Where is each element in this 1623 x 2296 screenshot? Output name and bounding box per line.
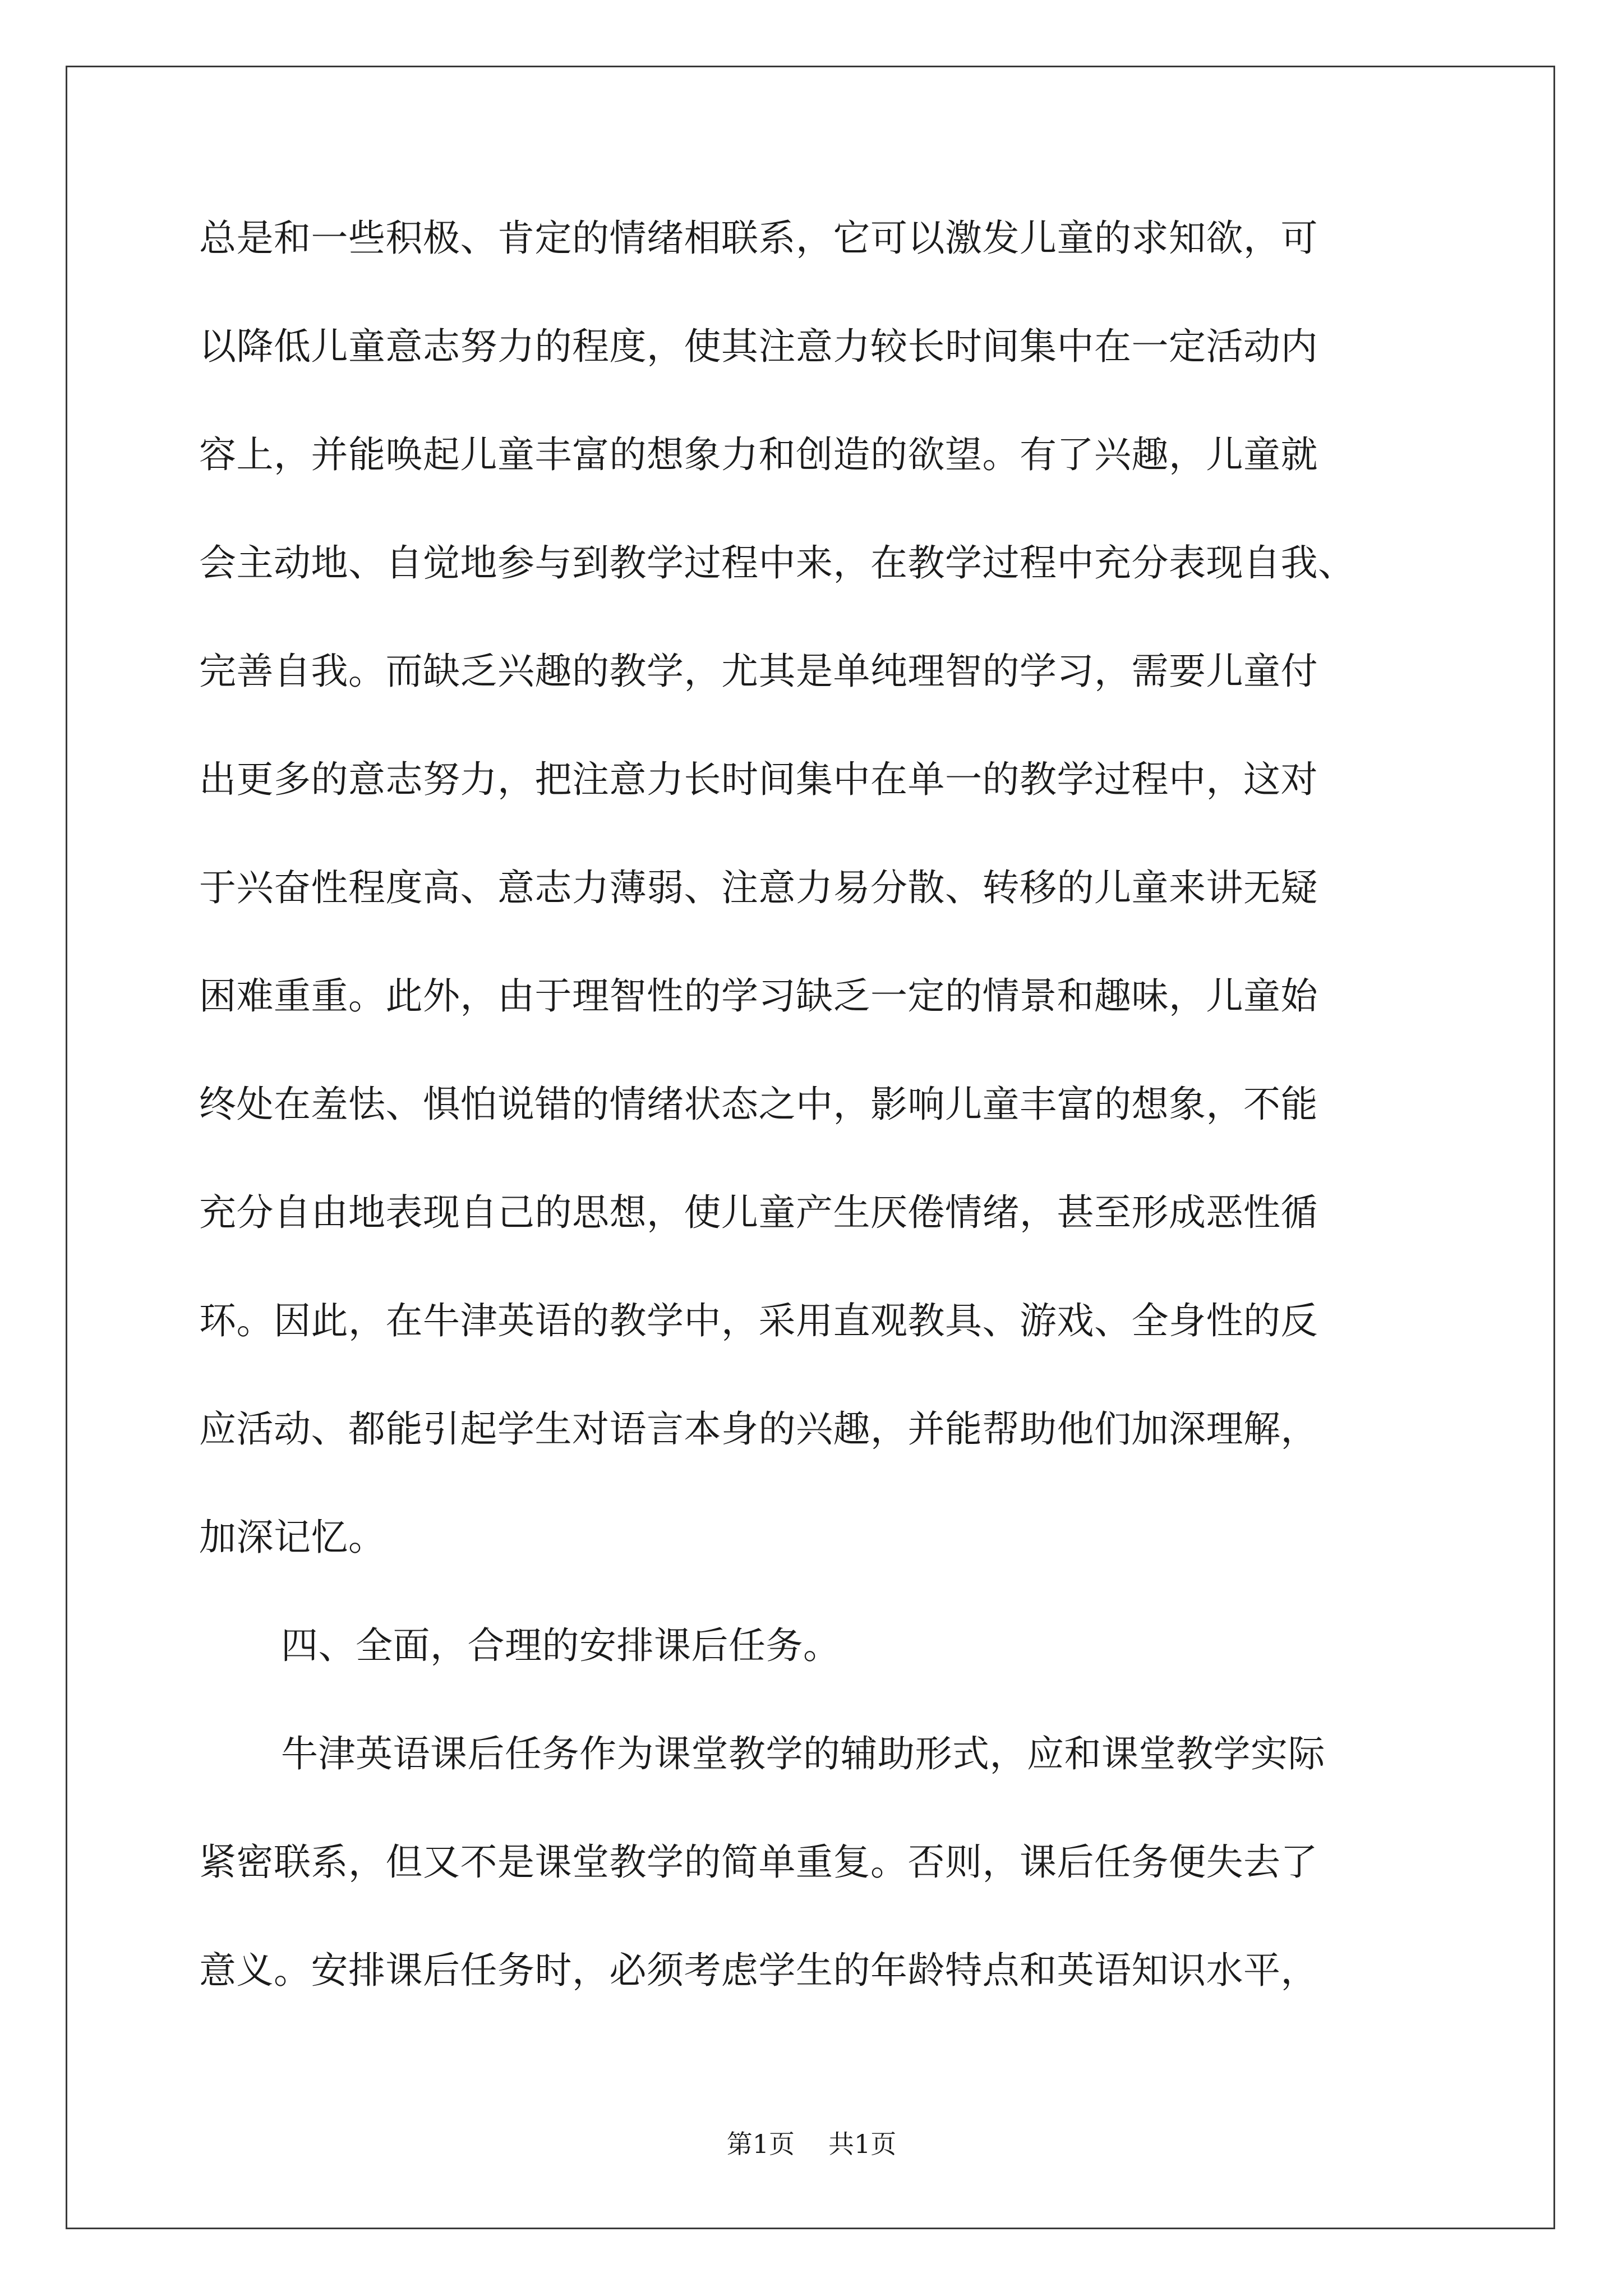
document-body	[199, 205, 1455, 2045]
text-line: 总是和一些积极、肯定的情绪相联系，它可以激发儿童的求知欲，可	[199, 217, 1318, 260]
text-line: 终处在羞怯、惧怕说错的情绪状态之中，影响儿童丰富的想象，不能	[199, 1083, 1318, 1126]
text-line: 紧密联系，但又不是课堂教学的简单重复。否则，课后任务便失去了	[199, 1841, 1318, 1884]
text-line: 于兴奋性程度高、意志力薄弱、注意力易分散、转移的儿童来讲无疑	[199, 866, 1318, 909]
text-line: 意义。安排课后任务时，必须考虑学生的年龄特点和英语知识水平，	[199, 1949, 1318, 1992]
text-line: 出更多的意志努力，把注意力长时间集中在单一的教学过程中，这对	[199, 758, 1318, 801]
text-line: 会主动地、自觉地参与到教学过程中来，在教学过程中充分表现自我、	[199, 541, 1355, 585]
text-line: 以降低儿童意志努力的程度，使其注意力较长时间集中在一定活动内	[199, 325, 1318, 368]
text-line: 应活动、都能引起学生对语言本身的兴趣，并能帮助他们加深理解，	[199, 1407, 1318, 1451]
text-line: 牛津英语课后任务作为课堂教学的辅助形式，应和课堂教学实际	[281, 1732, 1325, 1775]
section-heading: 四、全面，合理的安排课后任务。	[281, 1624, 841, 1667]
page-number: 第1页	[726, 2129, 795, 2159]
text-line: 完善自我。而缺乏兴趣的教学，尤其是单纯理智的学习，需要儿童付	[199, 650, 1318, 693]
page-footer	[0, 2127, 1623, 2161]
text-line: 充分自由地表现自己的思想，使儿童产生厌倦情绪，甚至形成恶性循	[199, 1191, 1318, 1234]
text-line: 加深记忆。	[199, 1516, 386, 1559]
text-line: 困难重重。此外，由于理智性的学习缺乏一定的情景和趣味，儿童始	[199, 974, 1318, 1018]
page-total: 共1页	[828, 2129, 897, 2159]
text-line: 容上，并能唤起儿童丰富的想象力和创造的欲望。有了兴趣，儿童就	[199, 433, 1318, 476]
text-line: 环。因此，在牛津英语的教学中，采用直观教具、游戏、全身性的反	[199, 1299, 1318, 1342]
